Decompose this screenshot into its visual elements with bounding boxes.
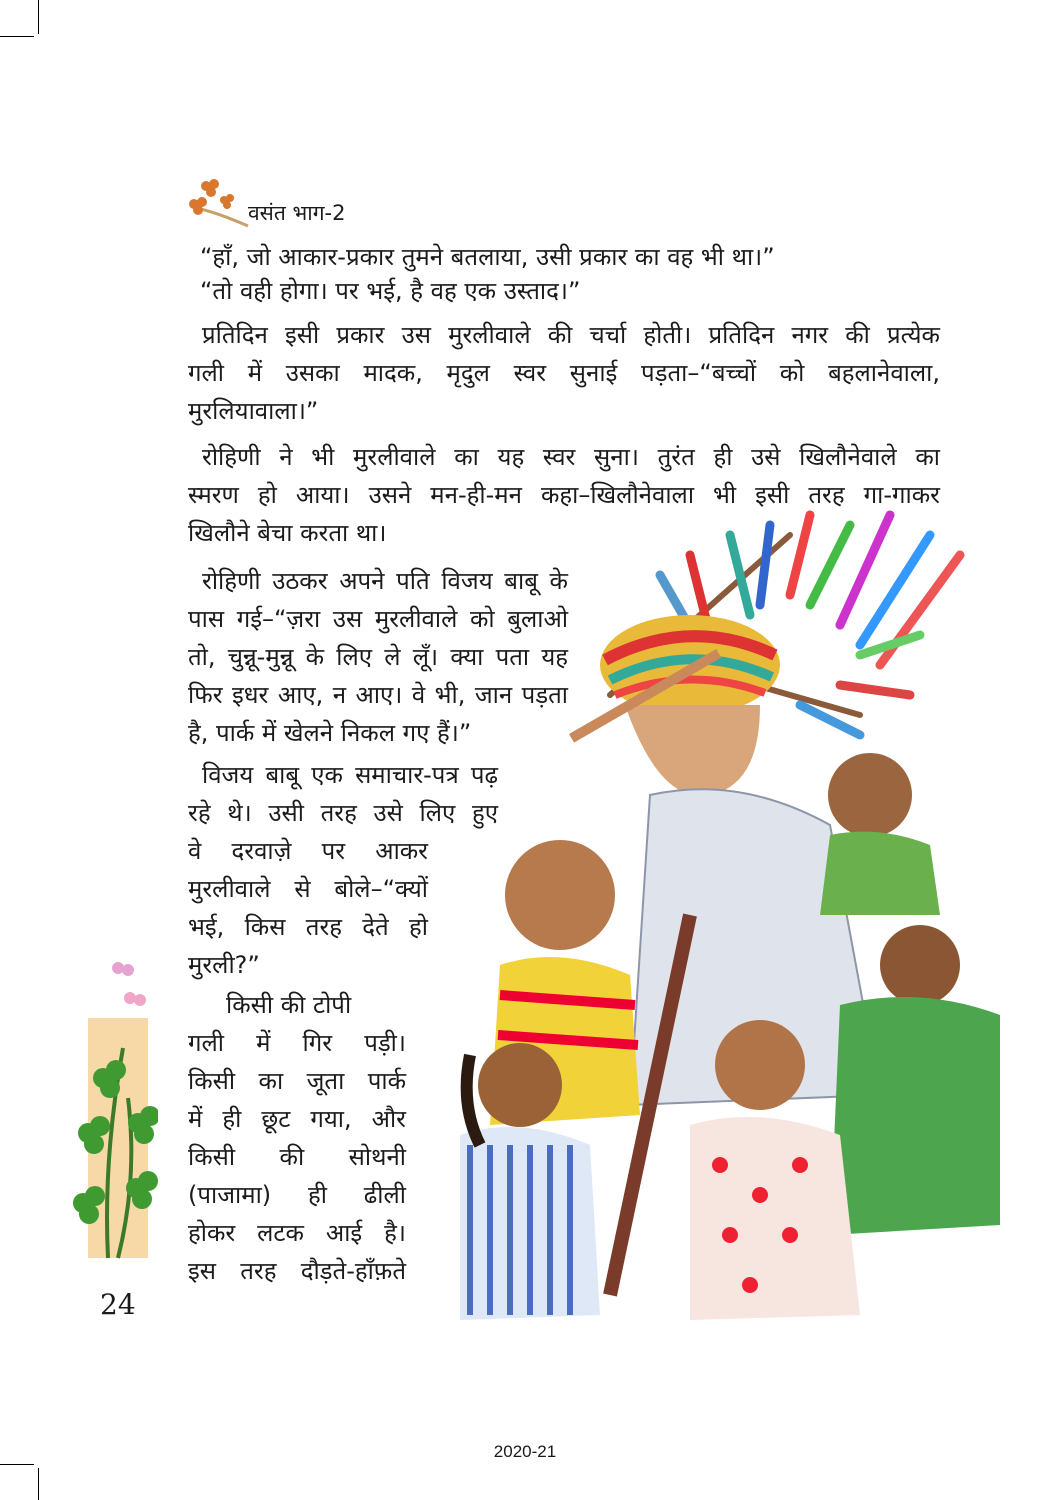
crop-mark bbox=[38, 0, 39, 34]
text-line: फिर इधर आए, न आए। वे भी, जान पड़ता bbox=[188, 681, 568, 709]
page-number: 24 bbox=[100, 1288, 136, 1321]
flower-icon bbox=[186, 178, 256, 228]
text-line: है, पार्क में खेलने निकल गए हैं।” bbox=[188, 719, 472, 747]
text-line: किसी की टोपी bbox=[226, 991, 352, 1019]
header-title: वसंत भाग-2 bbox=[248, 201, 346, 225]
text-line: “हाँ, जो आकार-प्रकार तुमने बतलाया, उसी प्रकार का वह भी था।” bbox=[200, 243, 775, 271]
paragraph-1 bbox=[188, 318, 940, 428]
text-line: पास गई–“ज़रा उस मुरलीवाले को बुलाओ bbox=[188, 605, 568, 633]
dialogue-line-1 bbox=[200, 240, 775, 274]
clover-decoration bbox=[68, 958, 158, 1278]
text-line: गली में उसका मादक, मृदुल स्वर सुनाई पड़ता–“बच्चों को बहलानेवाला, bbox=[188, 359, 940, 387]
text-line: मुरलियावाला।” bbox=[188, 397, 319, 425]
text-line: इस तरह दौड़ते-हाँफ़ते bbox=[188, 1257, 406, 1285]
paragraph-3 bbox=[188, 564, 568, 750]
text-line: “तो वही होगा। पर भई, है वह एक उस्ताद।” bbox=[200, 277, 581, 305]
crop-mark bbox=[38, 1468, 39, 1500]
crop-mark bbox=[0, 1464, 34, 1465]
text-line: प्रतिदिन इसी प्रकार उस मुरलीवाले की चर्चा होती। प्रतिदिन नगर की प्रत्येक bbox=[202, 321, 940, 349]
text-line: गली में गिर पड़ी। bbox=[188, 1029, 406, 1057]
paragraph-5 bbox=[188, 988, 406, 1288]
paragraph-4a bbox=[188, 758, 498, 830]
text-line: भई, किस तरह देते हो bbox=[188, 913, 428, 941]
text-line: रोहिणी उठकर अपने पति विजय बाबू के bbox=[202, 567, 568, 595]
text-line: मुरलीवाले से बोले–“क्यों bbox=[188, 875, 428, 903]
text-line: विजय बाबू एक समाचार-पत्र पढ़ bbox=[202, 761, 498, 789]
text-line: खिलौने बेचा करता था। bbox=[188, 519, 387, 547]
text-line: (पाजामा) ही ढीली bbox=[188, 1181, 406, 1209]
text-line: वे दरवाज़े पर आकर bbox=[188, 837, 428, 865]
paragraph-4b bbox=[188, 834, 428, 982]
crop-mark bbox=[0, 36, 34, 37]
text-line: मुरली?” bbox=[188, 951, 260, 979]
text-line: में ही छूट गया, और bbox=[188, 1105, 406, 1133]
text-line: किसी की सोथनी bbox=[188, 1143, 406, 1171]
text-line: रोहिणी ने भी मुरलीवाले का यह स्वर सुना। तुरंत ही उसे खिलौनेवाले का bbox=[202, 443, 940, 471]
text-line: स्मरण हो आया। उसने मन-ही-मन कहा–खिलौनेवाला भी इसी तरह गा-गाकर bbox=[188, 481, 940, 509]
footer-year: 2020-21 bbox=[493, 1442, 557, 1461]
text-line: रहे थे। उसी तरह उसे लिए हुए bbox=[188, 799, 498, 827]
text-line: किसी का जूता पार्क bbox=[188, 1067, 406, 1095]
text-line: होकर लटक आई है। bbox=[188, 1219, 406, 1247]
dialogue-line-2 bbox=[200, 274, 580, 308]
text-line: तो, चुन्नू-मुन्नू के लिए ले लूँ। क्या पता यह bbox=[188, 643, 568, 671]
